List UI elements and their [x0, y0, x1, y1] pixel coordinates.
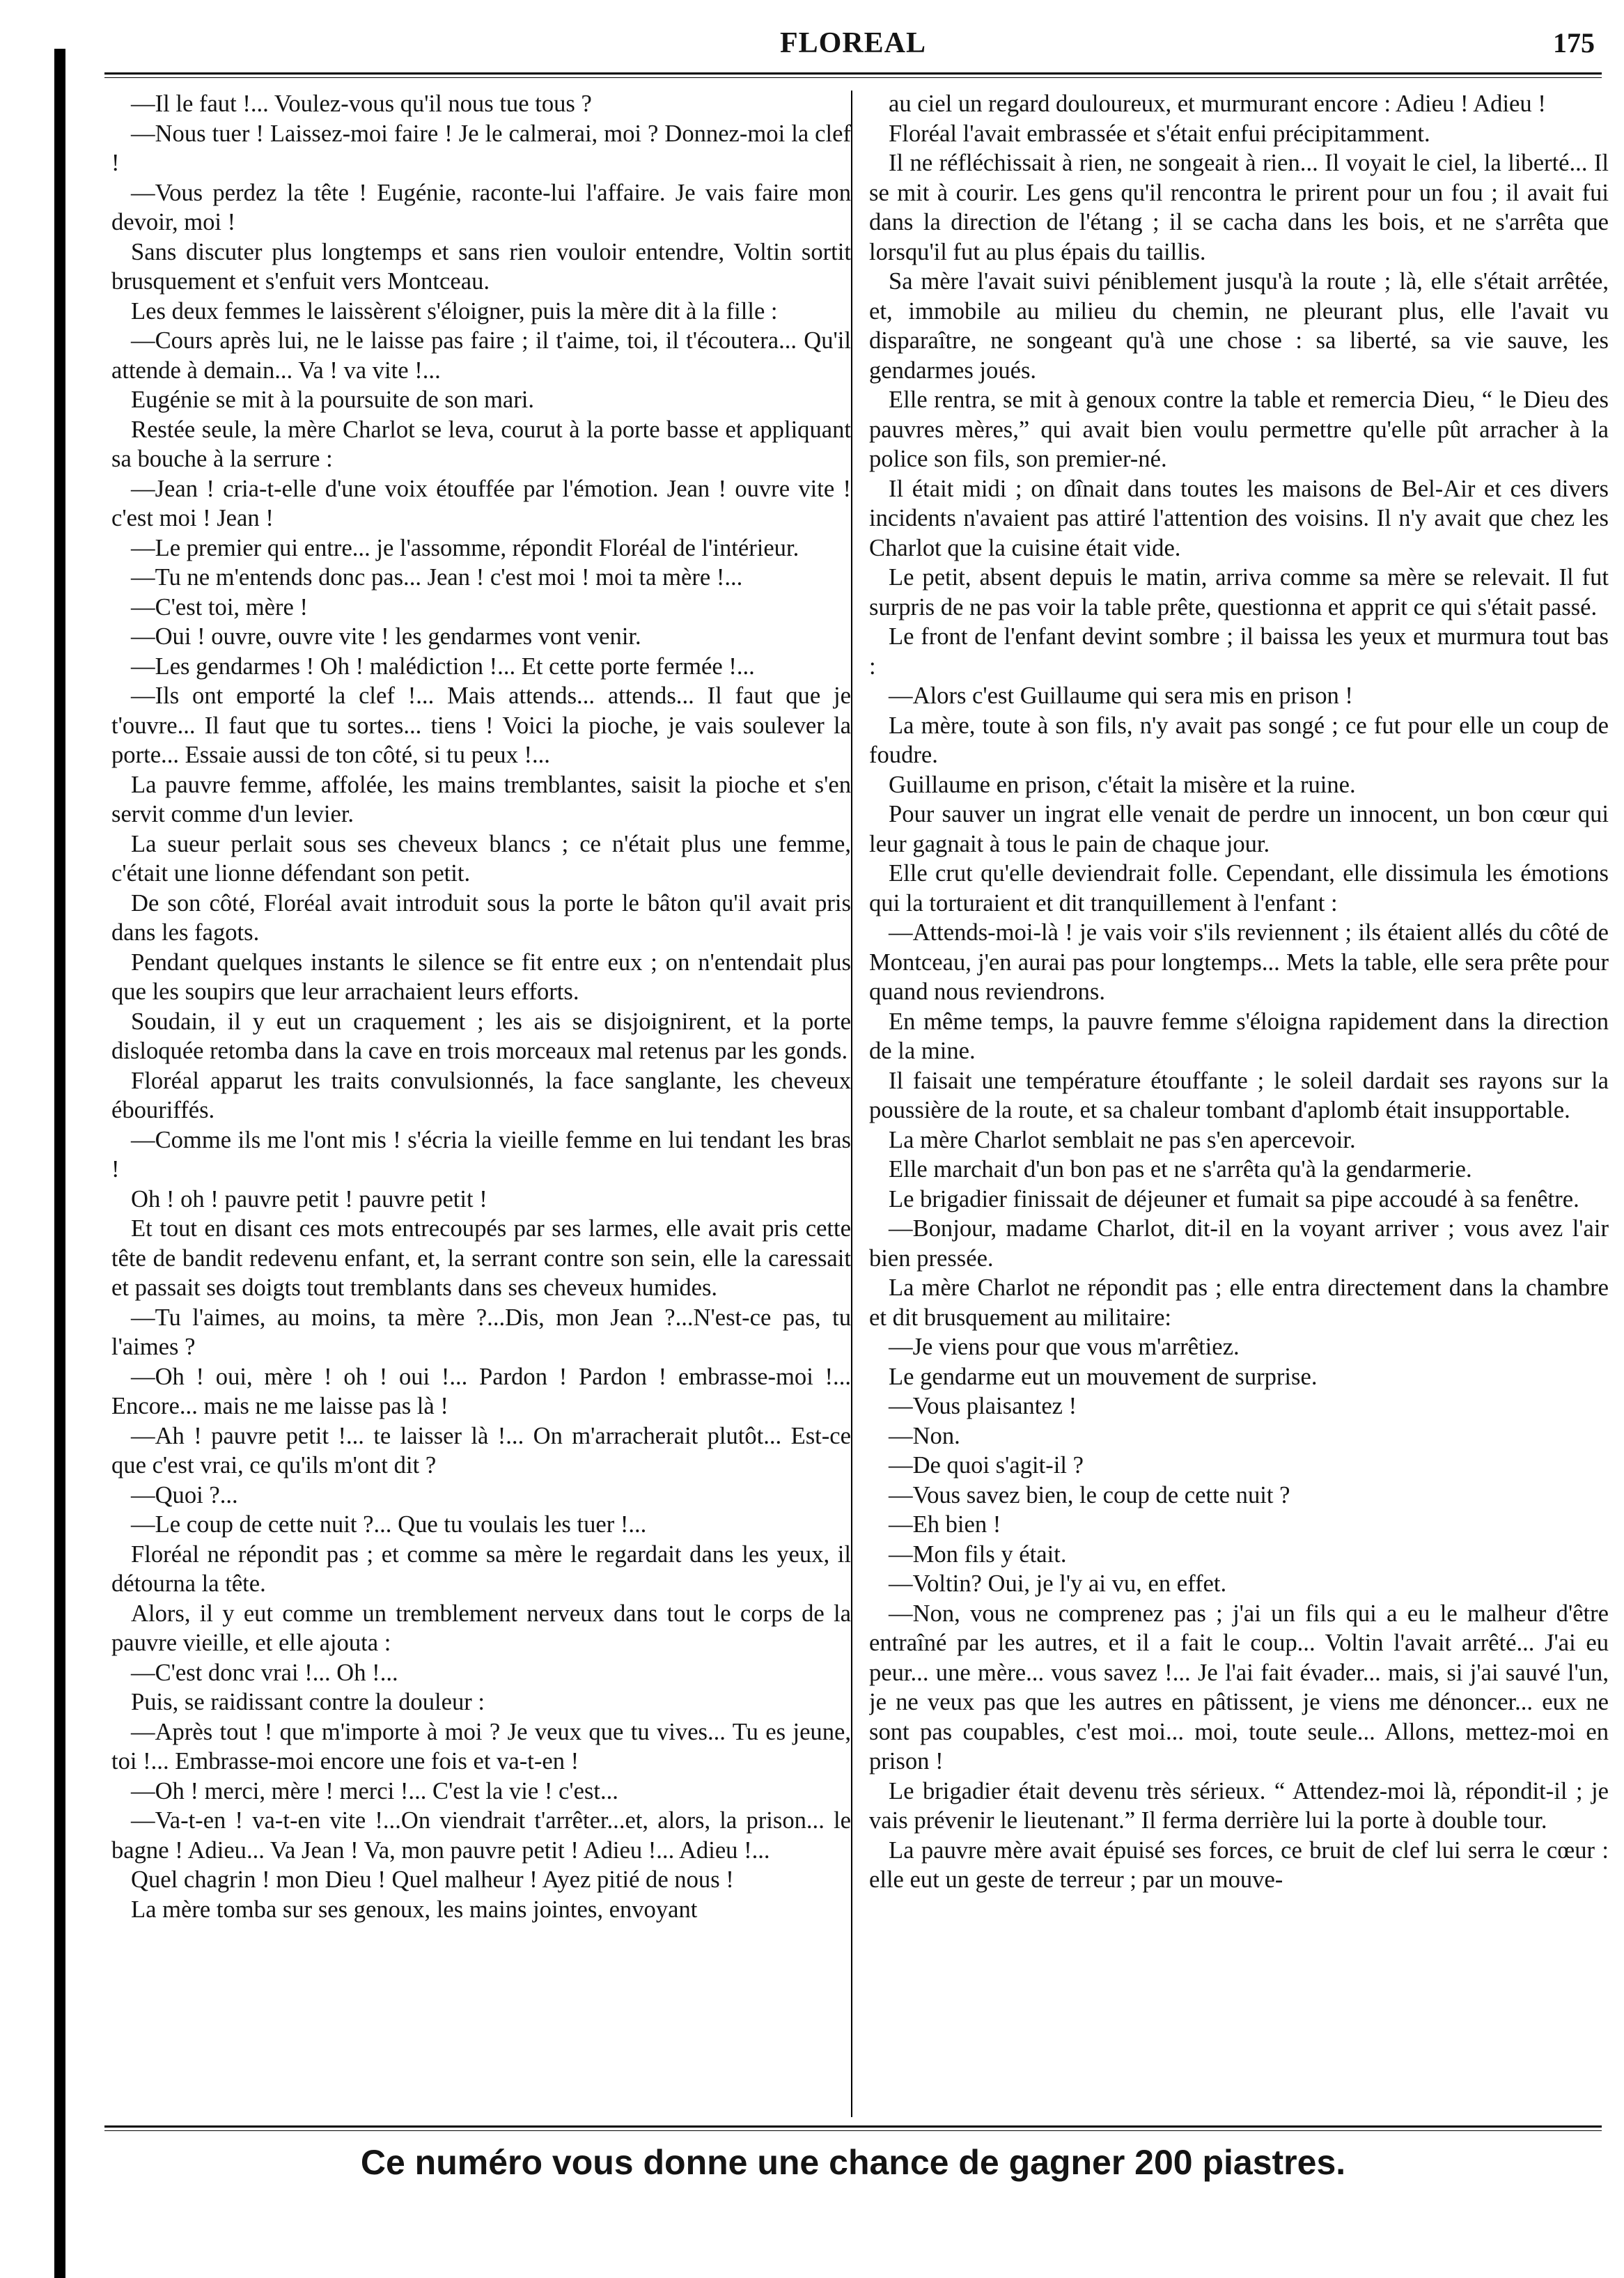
- paragraph: au ciel un regard douloureux, et murmurant encore : Adieu ! Adieu !: [889, 91, 1546, 117]
- paragraph: Sans discuter plus longtemps et sans rien vouloir entendre, Voltin sortit brusquement et s'enfuit vers Montceau.: [111, 238, 851, 295]
- paragraph: —Oh ! oui, mère ! oh ! oui !... Pardon ! Pardon ! embrasse-moi !... Encore... mais ne me laisse pas là !: [111, 1363, 851, 1419]
- paragraph: Oh ! oh ! pauvre petit ! pauvre petit !: [131, 1185, 487, 1212]
- paragraph: Elle rentra, se mit à genoux contre la table et remercia Dieu, “ le Dieu des pauvres mères,” qui avait bien voulu permettre qu'elle pût arracher à la police son fils, son premier-né.: [869, 387, 1609, 472]
- paragraph: Puis, se raidissant contre la douleur :: [131, 1689, 485, 1715]
- paragraph: —Alors c'est Guillaume qui sera mis en prison !: [889, 682, 1353, 709]
- binding-shadow: [54, 49, 65, 2278]
- paragraph: Il ne réfléchissait à rien, ne songeait à rien... Il voyait le ciel, la liberté... Il se mit à courir. Les gens qu'il rencontra le prirent pour un fou ; il avait fui dans la direction de l'étang ; il se cacha dans les bois, et ne s'arrêta que lorsqu'il fut au plus épais du taillis.: [869, 150, 1609, 265]
- paragraph: Floréal apparut les traits convulsionnés, la face sanglante, les cheveux ébouriffés.: [111, 1067, 851, 1123]
- paragraph: De son côté, Floréal avait introduit sous la porte le bâton qu'il avait pris dans les fagots.: [111, 889, 851, 946]
- paragraph: La mère Charlot semblait ne pas s'en apercevoir.: [889, 1126, 1356, 1153]
- paragraph: Pendant quelques instants le silence se fit entre eux ; on n'entendait plus que les soupirs que leur arrachaient leurs efforts.: [111, 949, 851, 1005]
- paragraph: —Ils ont emporté la clef !... Mais attends... attends... Il faut que je t'ouvre... Il faut que tu sortes... tiens ! Voici la pioche, je vais soulever la porte... Essaie aussi de ton côté, si tu peux !...: [111, 682, 851, 768]
- paragraph: Elle marchait d'un bon pas et ne s'arrêta qu'à la gendarmerie.: [889, 1156, 1472, 1183]
- paragraph: —Tu l'aimes, au moins, ta mère ?...Dis, mon Jean ?...N'est-ce pas, tu l'aimes ?: [111, 1304, 851, 1360]
- paragraph: —Oh ! merci, mère ! merci !... C'est la vie ! c'est...: [131, 1777, 618, 1804]
- paragraph: —Vous plaisantez !: [889, 1393, 1077, 1419]
- paragraph: —C'est toi, mère !: [131, 593, 308, 621]
- paragraph: —Bonjour, madame Charlot, dit-il en la voyant arriver ; vous avez l'air bien pressée.: [869, 1215, 1609, 1272]
- paragraph: Soudain, il y eut un craquement ; les ais se disjoignirent, et la porte disloquée retomba dans la cave en trois morceaux mal retenus par les gonds.: [111, 1008, 851, 1064]
- paragraph: —Après tout ! que m'importe à moi ? Je veux que tu vives... Tu es jeune, toi !... Embrasse-moi encore une fois et va-t-en !: [111, 1718, 851, 1774]
- paragraph: Le brigadier était devenu très sérieux. “ Attendez-moi là, répondit-il ; je vais prévenir le lieutenant.” Il ferma derrière lui la porte à double tour.: [869, 1777, 1609, 1834]
- paragraph: Elle crut qu'elle deviendrait folle. Cependant, elle dissimula les émotions qui la torturaient et dit tranquillement à l'enfant :: [869, 860, 1609, 916]
- paragraph: La pauvre mère avait épuisé ses forces, ce bruit de clef lui serra le cœur : elle eut un geste de terreur ; par un mouve-: [869, 1836, 1609, 1893]
- header-rule: [104, 72, 1602, 78]
- paragraph: —Tu ne m'entends donc pas... Jean ! c'est moi ! moi ta mère !...: [131, 564, 743, 591]
- paragraph: Floréal l'avait embrassée et s'était enfui précipitamment.: [889, 120, 1430, 147]
- paragraph: —Mon fils y était.: [889, 1540, 1067, 1568]
- paragraph: —Je viens pour que vous m'arrêtiez.: [889, 1334, 1240, 1360]
- paragraph: Floréal ne répondit pas ; et comme sa mère le regardait dans les yeux, il détourna la tête.: [111, 1540, 851, 1597]
- paragraph: Pour sauver un ingrat elle venait de perdre un innocent, un bon cœur qui leur gagnait à tous le pain de chaque jour.: [869, 801, 1609, 857]
- paragraph: La mère tomba sur ses genoux, les mains jointes, envoyant: [131, 1896, 698, 1923]
- paragraph: Le brigadier finissait de déjeuner et fumait sa pipe accoudé à sa fenêtre.: [889, 1185, 1579, 1212]
- paragraph: —Les gendarmes ! Oh ! malédiction !... Et cette porte fermée !...: [131, 653, 755, 680]
- paragraph: Alors, il y eut comme un tremblement nerveux dans tout le corps de la pauvre vieille, et elle ajouta :: [111, 1600, 851, 1656]
- page-header: [104, 21, 1602, 70]
- page-number: 175: [1553, 27, 1595, 58]
- paragraph: Il faisait une température étouffante ; le soleil dardait ses rayons sur la poussière de la route, et sa chaleur tombant d'aplomb était insupportable.: [869, 1067, 1609, 1123]
- paragraph: —Non.: [889, 1422, 960, 1449]
- paragraph: Et tout en disant ces mots entrecoupés par ses larmes, elle avait pris cette tête de bandit redevenu enfant, et, la serrant contre son sein, elle la caressait et passait ses doigts tout tremblants dans ses cheveux humides.: [111, 1215, 851, 1301]
- paragraph: —Vous perdez la tête ! Eugénie, raconte-lui l'affaire. Je vais faire mon devoir, moi !: [111, 179, 851, 235]
- paragraph: —Quoi ?...: [131, 1481, 238, 1508]
- paragraph: —Ah ! pauvre petit !... te laisser là !... On m'arracherait plutôt... Est-ce que c'est vrai, ce qu'ils m'ont dit ?: [111, 1422, 851, 1479]
- left-column: [111, 89, 851, 2123]
- paragraph: —Le coup de cette nuit ?... Que tu voulais les tuer !...: [131, 1511, 647, 1538]
- paragraph: La mère, toute à son fils, n'y avait pas songé ; ce fut pour elle un coup de foudre.: [869, 712, 1609, 768]
- paragraph: —Il le faut !... Voulez-vous qu'il nous tue tous ?: [131, 91, 592, 117]
- paragraph: —Va-t-en ! va-t-en vite !...On viendrait t'arrêter...et, alors, la prison... le bagne ! Adieu... Va Jean ! Va, mon pauvre petit ! Adieu !... Adieu !...: [111, 1807, 851, 1864]
- right-column: [869, 89, 1609, 2123]
- paragraph: La pauvre femme, affolée, les mains tremblantes, saisit la pioche et s'en servit comme d'un levier.: [111, 771, 851, 827]
- paragraph: Eugénie se mit à la poursuite de son mari.: [131, 387, 535, 413]
- paragraph: Guillaume en prison, c'était la misère et la ruine.: [889, 771, 1356, 798]
- paragraph: —Le premier qui entre... je l'assomme, répondit Floréal de l'intérieur.: [131, 534, 799, 561]
- paragraph: —Non, vous ne comprenez pas ; j'ai un fils qui a eu le malheur d'être entraîné par les autres, et il a fait le coup... Voltin l'avait arrêté... J'ai eu peur... une mère... vous savez !... Je l'ai fait évader... mais, si j'ai sauvé l'un, je ne veux pas que les autres en pâtissent, je viens me dénoncer... eux ne sont pas coupables, c'est moi... moi, toute seule... Allons, mettez-moi en prison !: [869, 1600, 1609, 1774]
- running-title: FLOREAL: [779, 27, 927, 59]
- paragraph: —Cours après lui, ne le laisse pas faire ; il t'aime, toi, il t'écoutera... Qu'il attende à demain... Va ! va vite !...: [111, 327, 851, 384]
- paragraph: Le gendarme eut un mouvement de surprise.: [889, 1363, 1318, 1390]
- paragraph: Les deux femmes le laissèrent s'éloigner, puis la mère dit à la fille :: [131, 297, 778, 325]
- paragraph: La mère Charlot ne répondit pas ; elle entra directement dans la chambre et dit brusquement au militaire:: [869, 1274, 1609, 1331]
- paragraph: —De quoi s'agit-il ?: [889, 1452, 1084, 1479]
- paragraph: Il était midi ; on dînait dans toutes les maisons de Bel-Air et ces divers incidents n'avaient pas attiré l'attention des voisins. Il n'y avait que chez les Charlot que la cuisine était vide.: [869, 475, 1609, 561]
- paragraph: Le petit, absent depuis le matin, arriva comme sa mère se relevait. Il fut surpris de ne pas voir la table prête, questionna et apprit ce qui s'était passé.: [869, 564, 1609, 621]
- paragraph: —Oui ! ouvre, ouvre vite ! les gendarmes vont venir.: [131, 623, 641, 650]
- paragraph: Quel chagrin ! mon Dieu ! Quel malheur ! Ayez pitié de nous !: [131, 1866, 734, 1893]
- paragraph: —Jean ! cria-t-elle d'une voix étouffée par l'émotion. Jean ! ouvre vite ! c'est moi ! Jean !: [111, 475, 851, 531]
- paragraph: Le front de l'enfant devint sombre ; il baissa les yeux et murmura tout bas :: [869, 623, 1609, 680]
- paragraph: La sueur perlait sous ses cheveux blancs ; ce n'était plus une femme, c'était une lionne défendant son petit.: [111, 830, 851, 887]
- column-divider: [851, 91, 852, 2117]
- paragraph: —Vous savez bien, le coup de cette nuit ?: [889, 1481, 1290, 1508]
- paragraph: —Voltin? Oui, je l'y ai vu, en effet.: [889, 1570, 1227, 1597]
- paragraph: —Eh bien !: [889, 1511, 1001, 1538]
- paragraph: En même temps, la pauvre femme s'éloigna rapidement dans la direction de la mine.: [869, 1008, 1609, 1064]
- footer-notice: Ce numéro vous donne une chance de gagner 200 piastres.: [360, 2143, 1346, 2182]
- paragraph: —C'est donc vrai !... Oh !...: [131, 1659, 398, 1686]
- paragraph: Sa mère l'avait suivi péniblement jusqu'à la route ; là, elle s'était arrêtée, et, immobile au milieu du chemin, ne pleurant plus, elle l'avait vu disparaître, ne songeant qu'à une chose : sa liberté, sa vie sauve, les gendarmes joués.: [869, 268, 1609, 384]
- paragraph: —Comme ils me l'ont mis ! s'écria la vieille femme en lui tendant les bras !: [111, 1126, 851, 1183]
- paragraph: Restée seule, la mère Charlot se leva, courut à la porte basse et appliquant sa bouche à la serrure :: [111, 416, 851, 472]
- paragraph: —Attends-moi-là ! je vais voir s'ils reviennent ; ils étaient allés du côté de Montceau, j'en aurai pas pour longtemps... Mets la table, elle sera prête pour quand nous reviendrons.: [869, 919, 1609, 1005]
- footer-rule: [104, 2125, 1602, 2131]
- paragraph: —Nous tuer ! Laissez-moi faire ! Je le calmerai, moi ? Donnez-moi la clef !: [111, 120, 851, 176]
